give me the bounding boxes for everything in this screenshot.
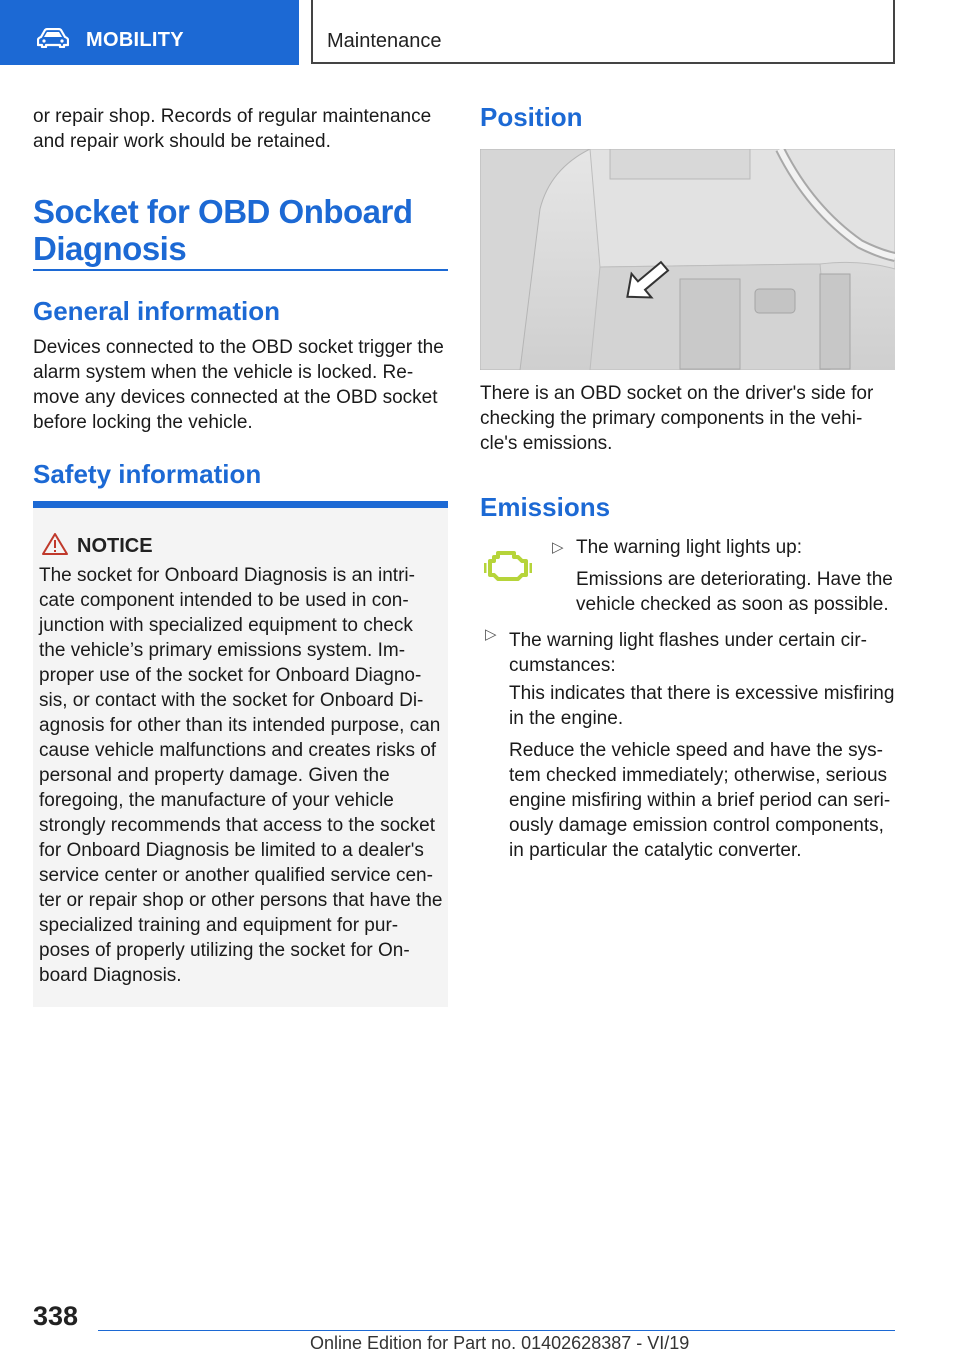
bullet-2-detail-1: This indicates that there is excessive misfiring in the engine. [509, 683, 895, 729]
footer-edition: Online Edition for Part no. 01402628387 - VI/19 [310, 1333, 690, 1353]
bullet-1-text: The warning light lights up: [576, 537, 803, 558]
general-info-text: Devices connected to the OBD socket trigger the alarm system when the vehicle is locked. Re- move any devices connected at the OBD socket before locking the vehicle. [33, 337, 444, 433]
bullet-2-detail-2: Reduce the vehicle speed and have the sys- tem checked immediately; otherwise, serious engine misfiring within a brief period can seri- ously damage emission control components, in particular the catalytic converter. [509, 740, 891, 861]
intro-text: or repair shop. Records of regular maintenance and repair work should be retained. [33, 106, 432, 152]
bullet-1-detail: Emissions are deteriorating. Have the vehicle checked as soon as possible. [576, 569, 893, 615]
section-label: MOBILITY [86, 29, 184, 51]
page-number: 338 [33, 1301, 79, 1331]
title-divider [33, 269, 448, 271]
bullet-icon: ▷ [552, 539, 564, 556]
notice-box [33, 501, 448, 1007]
footer-divider [98, 1330, 895, 1331]
notice-text: The socket for Onboard Diagnosis is an intri- cate component intended to be used in con- junction with specialized equipment to check the vehicle’s primary emissions system. Im- proper use of the socket for Onboard Diagno- sis, or contact with the socket for Onboard Di- agnosis for other than its intended purpose, can cause vehicle malfunctions and creates risks of personal and property damage. Given the foregoing, the manufacture of your vehicle strongly recommends that access to the socket for Onboard Diagnosis be limited to a dealer's service center or another qualified service cen- ter or repair shop or other persons that have the specialized training and equipment for pur- poses of properly utilizing the socket for On- board Diagnosis. [39, 565, 443, 986]
general-info-heading: General information [33, 296, 281, 326]
chapter-header [311, 0, 895, 64]
warning-triangle-icon [41, 532, 69, 556]
emissions-heading: Emissions [480, 492, 611, 522]
safety-info-heading: Safety information [33, 459, 262, 489]
obd-location-photo [480, 149, 895, 370]
section-tab[interactable] [0, 0, 299, 65]
bullet-icon: ▷ [485, 626, 497, 643]
notice-title: NOTICE [77, 535, 153, 557]
car-icon [37, 28, 69, 48]
bullet-2-text: The warning light flashes under certain cir- cumstances: [509, 630, 868, 676]
position-heading: Position [480, 102, 583, 132]
engine-warning-light-icon [484, 549, 532, 583]
chapter-label: Maintenance [327, 30, 442, 52]
page-title: Socket for OBD Onboard Diagnosis [33, 193, 413, 267]
position-text: There is an OBD socket on the driver's side for checking the primary components in the vehi- cle's emissions. [480, 383, 874, 454]
